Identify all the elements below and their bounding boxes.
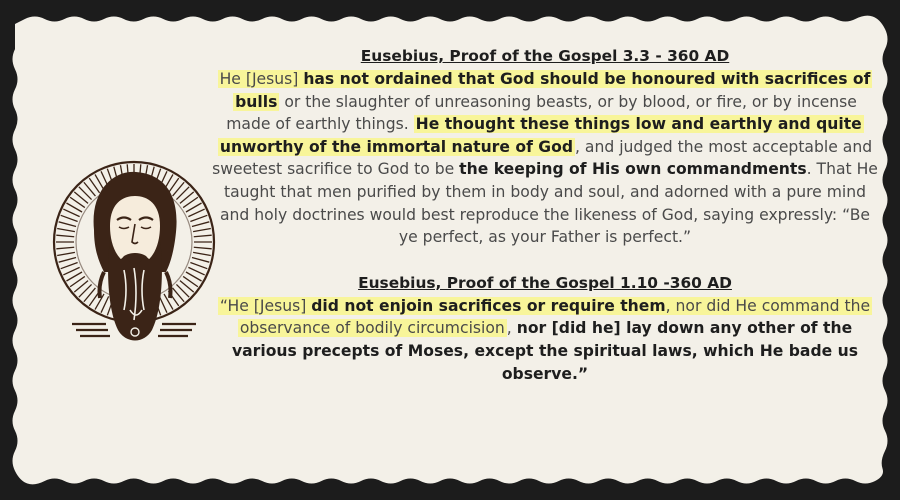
quote-1-bold-2: He thought these things low and earthly and quite unworthy of the immortal nature of God bbox=[219, 115, 862, 156]
jesus-portrait-icon bbox=[44, 160, 224, 360]
halo-ray bbox=[190, 263, 207, 269]
halo-ray bbox=[63, 209, 79, 217]
halo-ray bbox=[61, 263, 78, 269]
halo-ray bbox=[59, 258, 76, 263]
quote-1-bold-3: the keeping of His own commandments bbox=[459, 160, 807, 179]
quote-block-2 bbox=[210, 271, 880, 385]
stamp-card bbox=[10, 14, 890, 486]
halo-ray bbox=[61, 215, 78, 221]
quote-1-text-2: or the slaughter of unreasoning beasts, or by blood, or fire, or by incense made of earthly things. bbox=[226, 92, 857, 134]
halo-ray bbox=[57, 228, 75, 231]
halo-ray bbox=[56, 235, 74, 237]
quote-2-body bbox=[210, 295, 880, 385]
halo-ray bbox=[159, 296, 167, 312]
quote-1-bold-1: has not ordained that God should be honoured with sacrifices of bulls bbox=[235, 70, 871, 111]
quote-2-bold-1: did not enjoin sacrifices or require them bbox=[311, 296, 666, 315]
halo-ray bbox=[192, 222, 209, 227]
halo-ray bbox=[63, 267, 79, 275]
halo-ray bbox=[194, 247, 212, 249]
quote-1-text-4: . That He taught that men purified by them in body and soul, and adorned with a pure mind and holy doctrines would best reproduce the likeness of God, saying expressly: “Be ye perfect, as your Father is perfect.” bbox=[219, 160, 878, 247]
quote-block-1 bbox=[210, 44, 880, 249]
quote-1-text-3: , and judged the most acceptable and sweetest sacrifice to God to be bbox=[212, 137, 873, 179]
halo-ray bbox=[194, 235, 212, 237]
halo-ray bbox=[188, 267, 204, 275]
quote-text-area bbox=[210, 44, 880, 385]
quote-1-title: Eusebius, Proof of the Gospel 3.3 - 360 AD bbox=[360, 47, 730, 65]
quote-2-highlight: “He [Jesus] did not enjoin sacrifices or require them, nor did He command the observance of bodily circumcision bbox=[219, 296, 871, 338]
halo-ray bbox=[57, 252, 75, 255]
halo-ray bbox=[190, 215, 207, 221]
quote-1-body bbox=[210, 68, 880, 249]
halo-ray bbox=[56, 247, 74, 249]
halo-ray bbox=[188, 209, 204, 217]
quote-1-highlight-1: He [Jesus] has not ordained that God should be honoured with sacrifices of bulls bbox=[219, 70, 871, 111]
quote-2-text-3: , bbox=[506, 319, 517, 338]
halo-ray bbox=[101, 296, 109, 312]
halo-ray bbox=[192, 258, 209, 263]
halo-ray bbox=[193, 252, 211, 255]
halo-ray bbox=[193, 228, 211, 231]
quote-2-title: Eusebius, Proof of the Gospel 1.10 -360 AD bbox=[358, 273, 732, 292]
quote-2-bold-2: nor [did he] lay down any other of the various precepts of Moses, except the spiritual laws, which He bade us observe.” bbox=[231, 319, 859, 383]
halo-ray bbox=[59, 222, 76, 227]
